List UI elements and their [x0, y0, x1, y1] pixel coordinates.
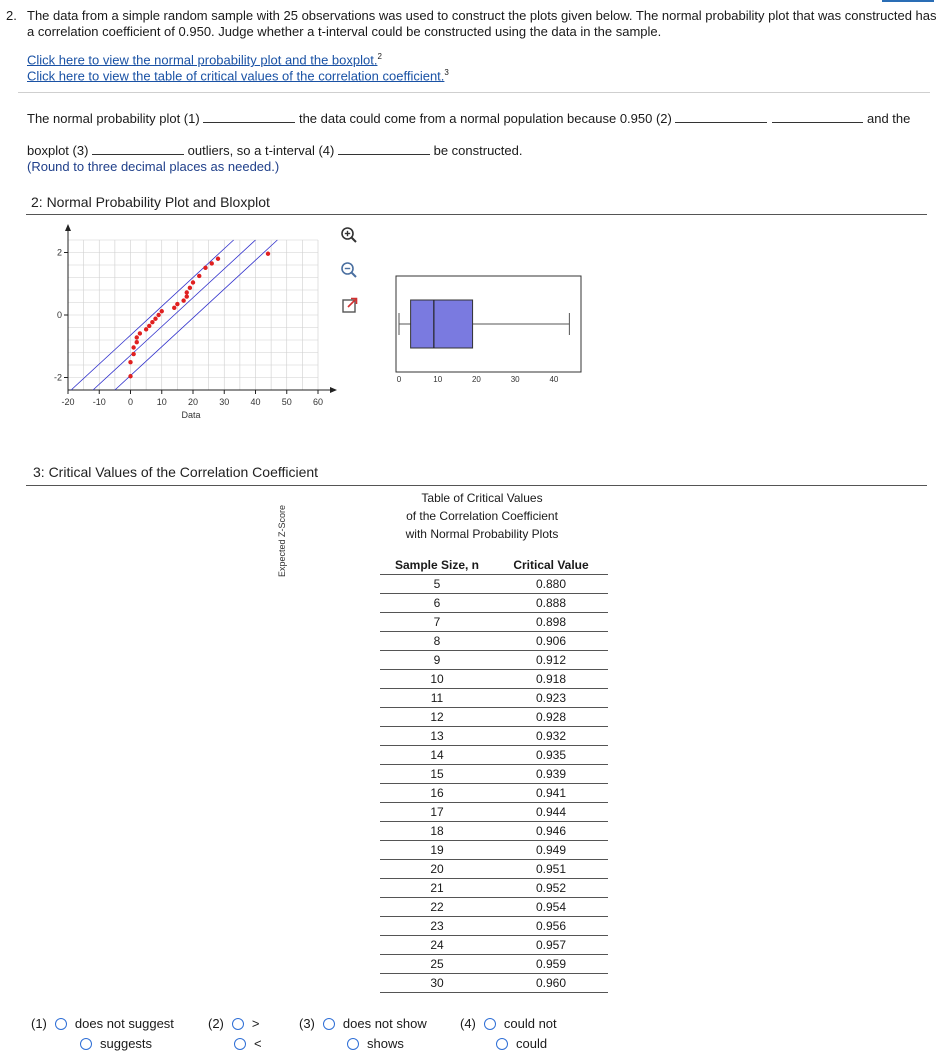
table-row — [380, 841, 608, 860]
boxplot-axis — [397, 375, 559, 384]
cell-sample-size: 13 — [380, 727, 494, 746]
cell-critical-value: 0.932 — [494, 727, 608, 746]
boxplot — [385, 270, 585, 388]
cell-sample-size: 19 — [380, 841, 494, 860]
table-row — [380, 803, 608, 822]
answer-group-1b — [80, 1036, 152, 1051]
npp-x-tick-label: 60 — [312, 397, 324, 407]
cell-critical-value: 0.939 — [494, 765, 608, 784]
blank-3[interactable] — [92, 143, 184, 155]
table-row — [380, 708, 608, 727]
table-row — [380, 974, 608, 993]
answer-group-4 — [460, 1016, 557, 1031]
table-row — [380, 765, 608, 784]
answer-group-2 — [208, 1016, 259, 1031]
cell-critical-value: 0.951 — [494, 860, 608, 879]
npp-x-tick-label: 50 — [281, 397, 292, 407]
fill-part3: and the — [867, 111, 911, 126]
npp-x-tick-label: -20 — [61, 397, 75, 407]
table-row — [380, 955, 608, 974]
table-row — [380, 784, 608, 803]
table-row — [380, 689, 608, 708]
cell-critical-value: 0.952 — [494, 879, 608, 898]
g3-opt2[interactable]: shows — [367, 1036, 404, 1051]
g2-opt1[interactable]: > — [251, 1016, 260, 1031]
cell-critical-value: 0.923 — [494, 689, 608, 708]
cell-sample-size: 20 — [380, 860, 494, 879]
g3-radio-1[interactable] — [323, 1018, 335, 1030]
cell-sample-size: 15 — [380, 765, 494, 784]
cell-critical-value: 0.880 — [494, 575, 608, 594]
g1-opt1[interactable]: does not suggest — [74, 1016, 174, 1031]
table-row — [380, 822, 608, 841]
plot-link-sup: 2 — [377, 52, 382, 61]
npp-point — [135, 335, 139, 339]
npp-y-tick-label: -2 — [53, 372, 62, 383]
cell-critical-value: 0.956 — [494, 917, 608, 936]
cell-sample-size: 17 — [380, 803, 494, 822]
cell-critical-value: 0.888 — [494, 594, 608, 613]
npp-x-tick-label: 10 — [156, 397, 167, 407]
col-header-cv: Critical Value — [494, 555, 608, 575]
npp-y-tick-label: 2 — [56, 247, 62, 258]
npp-point — [150, 320, 154, 324]
g4-opt1[interactable]: could not — [503, 1016, 557, 1031]
g3-num: (3) — [299, 1016, 315, 1031]
cell-sample-size: 21 — [380, 879, 494, 898]
cell-sample-size: 6 — [380, 594, 494, 613]
answer-group-3b — [347, 1036, 404, 1051]
boxplot-tick-label: 0 — [396, 375, 402, 384]
table-section-title: 3: Critical Values of the Correlation Coefficient — [33, 464, 319, 480]
table-row — [380, 860, 608, 879]
npp-point — [153, 317, 157, 321]
npp-point — [128, 374, 132, 378]
cell-sample-size: 10 — [380, 670, 494, 689]
cell-sample-size: 18 — [380, 822, 494, 841]
col-header-n: Sample Size, n — [380, 555, 494, 575]
npp-x-tick-label: 20 — [187, 397, 199, 407]
critical-values-table — [380, 555, 608, 993]
zoom-in-icon[interactable] — [340, 226, 358, 244]
table-row — [380, 651, 608, 670]
answer-group-4b — [496, 1036, 547, 1051]
fill-line-2 — [27, 143, 522, 158]
npp-point — [266, 252, 270, 256]
fill-part5: outliers, so a t-interval (4) — [187, 143, 335, 158]
npp-xlabel: Data — [181, 410, 201, 420]
cell-sample-size: 8 — [380, 632, 494, 651]
cell-critical-value: 0.949 — [494, 841, 608, 860]
g4-radio-2[interactable] — [496, 1038, 508, 1050]
round-hint: (Round to three decimal places as needed.) — [27, 159, 280, 174]
cell-sample-size: 30 — [380, 974, 494, 993]
g2-opt2[interactable]: < — [254, 1036, 262, 1051]
blank-2b[interactable] — [772, 111, 863, 123]
cell-sample-size: 12 — [380, 708, 494, 727]
boxplot-tick-label: 20 — [471, 375, 481, 384]
npp-x-tick-label: 0 — [127, 397, 134, 407]
cell-critical-value: 0.935 — [494, 746, 608, 765]
cell-critical-value: 0.954 — [494, 898, 608, 917]
npp-point — [131, 345, 135, 349]
cell-critical-value: 0.944 — [494, 803, 608, 822]
table-section-rule — [26, 485, 927, 486]
npp-ylabel: Expected Z-Score — [277, 504, 287, 577]
g1-radio-2[interactable] — [80, 1038, 92, 1050]
npp-point — [138, 331, 142, 335]
cell-critical-value: 0.946 — [494, 822, 608, 841]
cell-sample-size: 24 — [380, 936, 494, 955]
table-row — [380, 613, 608, 632]
g4-num: (4) — [460, 1016, 476, 1031]
blank-2[interactable] — [675, 111, 767, 123]
npp-point — [131, 352, 135, 356]
blank-4[interactable] — [338, 143, 430, 155]
g2-num: (2) — [208, 1016, 224, 1031]
g2-radio-2[interactable] — [234, 1038, 246, 1050]
npp-point — [210, 261, 214, 265]
cell-critical-value: 0.898 — [494, 613, 608, 632]
boxplot-body — [399, 300, 569, 348]
top-accent-bar — [882, 0, 934, 2]
g1-radio-1[interactable] — [55, 1018, 67, 1030]
table-caption — [380, 489, 584, 543]
question-number: 2. — [6, 8, 17, 23]
g4-radio-1[interactable] — [484, 1018, 496, 1030]
table-row — [380, 898, 608, 917]
blank-2b-wrap — [772, 111, 863, 126]
table-row — [380, 594, 608, 613]
table-row — [380, 746, 608, 765]
cell-critical-value: 0.906 — [494, 632, 608, 651]
question-text: The data from a simple random sample with 25 observations was used to construct the plots given below. The normal probability plot that was constructed has a correlation coefficient of 0.950. Judge whether a t-interval could be constructed using the data in the sample. — [27, 8, 937, 39]
answer-group-1 — [31, 1016, 174, 1031]
npp-point — [181, 298, 185, 302]
table-row — [380, 917, 608, 936]
cell-sample-size: 5 — [380, 575, 494, 594]
table-link[interactable] — [27, 68, 449, 83]
table-link-text[interactable]: Click here to view the table of critical values of the correlation coefficient. — [27, 68, 445, 84]
cell-sample-size: 9 — [380, 651, 494, 670]
plot-link-text[interactable]: Click here to view the normal probability plot and the boxplot. — [27, 52, 378, 68]
npp-y-tick-label: 0 — [56, 310, 62, 320]
npp-point — [203, 266, 207, 270]
table-row — [380, 575, 608, 594]
npp-grid — [68, 240, 318, 390]
table-row — [380, 632, 608, 651]
npp-x-arrow — [330, 387, 337, 393]
npp-x-tick-label: 30 — [219, 397, 230, 407]
g1-num: (1) — [31, 1016, 47, 1031]
npp-x-tick-label: -10 — [92, 397, 106, 407]
cell-critical-value: 0.941 — [494, 784, 608, 803]
cell-sample-size: 11 — [380, 689, 494, 708]
cell-sample-size: 25 — [380, 955, 494, 974]
table-caption-line3: with Normal Probability Plots — [405, 527, 559, 541]
fill-part4: boxplot (3) — [27, 143, 89, 158]
zoom-out-icon[interactable] — [340, 261, 358, 279]
blank-1[interactable] — [203, 111, 295, 123]
npp-point — [197, 274, 201, 278]
table-caption-line1: Table of Critical Values — [421, 491, 543, 505]
boxplot-tick-label: 40 — [549, 375, 559, 384]
fill-line-1 — [27, 111, 767, 126]
g3-opt1[interactable]: does not show — [342, 1016, 427, 1031]
boxplot-tick-label: 10 — [433, 375, 443, 384]
npp-y-arrow — [65, 224, 71, 231]
cell-critical-value: 0.959 — [494, 955, 608, 974]
popout-icon[interactable] — [341, 296, 359, 314]
g1-opt2[interactable]: suggests — [100, 1036, 153, 1051]
cell-critical-value: 0.957 — [494, 936, 608, 955]
cell-critical-value: 0.960 — [494, 974, 608, 993]
plot-link[interactable] — [27, 52, 382, 67]
boxplot-tick-label: 30 — [510, 375, 520, 384]
npp-point — [216, 257, 220, 261]
cell-sample-size: 16 — [380, 784, 494, 803]
g2-radio-1[interactable] — [232, 1018, 244, 1030]
cell-critical-value: 0.918 — [494, 670, 608, 689]
npp-point — [128, 360, 132, 364]
cell-sample-size: 23 — [380, 917, 494, 936]
table-row — [380, 727, 608, 746]
answer-group-3 — [299, 1016, 427, 1031]
g3-radio-2[interactable] — [347, 1038, 359, 1050]
fill-part1: The normal probability plot (1) — [27, 111, 200, 126]
divider — [18, 92, 930, 93]
table-row — [380, 936, 608, 955]
plot-section-title: 2: Normal Probability Plot and Bloxplot — [31, 194, 270, 210]
table-caption-line2: of the Correlation Coefficient — [406, 509, 558, 523]
boxplot-box — [411, 300, 473, 348]
npp-point — [175, 302, 179, 306]
table-row — [380, 670, 608, 689]
cell-critical-value: 0.928 — [494, 708, 608, 727]
npp-point — [191, 280, 195, 284]
answer-group-2b — [234, 1036, 262, 1051]
npp-point — [147, 324, 151, 328]
g4-opt2[interactable]: could — [516, 1036, 548, 1051]
cell-sample-size: 7 — [380, 613, 494, 632]
table-row — [380, 879, 608, 898]
npp-point — [188, 286, 192, 290]
npp-point — [160, 309, 164, 313]
npp-point — [156, 313, 160, 317]
critical-values-table-wrap — [380, 555, 608, 993]
cell-sample-size: 22 — [380, 898, 494, 917]
plot-section-rule — [26, 214, 927, 215]
fill-part6: be constructed. — [433, 143, 523, 158]
fill-part2: the data could come from a normal population because 0.950 (2) — [298, 111, 672, 126]
npp-point — [172, 306, 176, 310]
table-link-sup: 3 — [444, 68, 449, 77]
npp-point — [135, 340, 139, 344]
npp-point — [185, 294, 189, 298]
npp-point — [144, 327, 148, 331]
cell-sample-size: 14 — [380, 746, 494, 765]
npp-point — [185, 290, 189, 294]
npp-x-tick-label: 40 — [250, 397, 261, 407]
cell-critical-value: 0.912 — [494, 651, 608, 670]
